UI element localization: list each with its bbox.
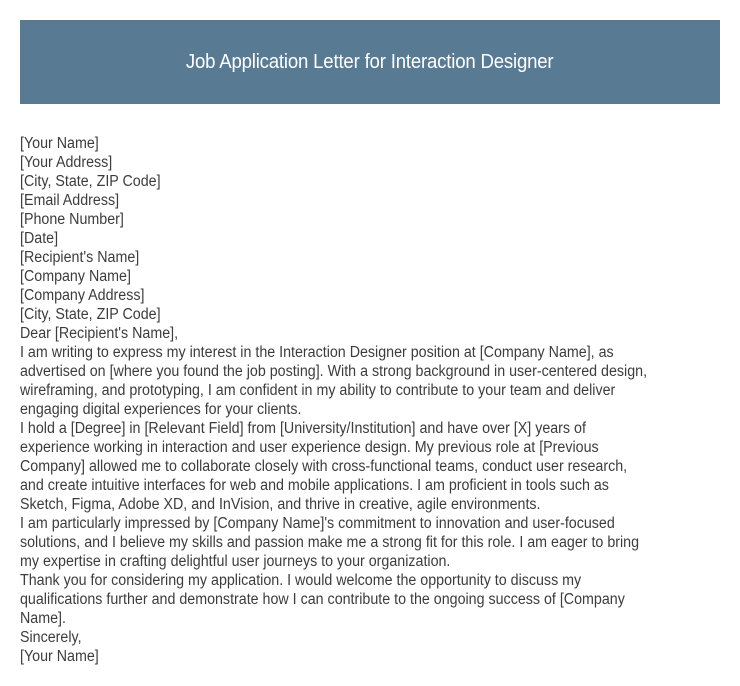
paragraph-line: solutions, and I believe my skills and passion make me a strong fit for this role. I am eager to bring xyxy=(20,534,640,551)
signature: [Your Name] xyxy=(20,648,99,665)
recipient-company: [Company Name] xyxy=(20,268,131,285)
recipient-block xyxy=(20,248,740,324)
paragraph-experience xyxy=(20,419,740,514)
closing: Sincerely, xyxy=(20,629,82,646)
paragraph-line: and create intuitive interfaces for web and mobile applications. I am proficient in tools such as xyxy=(20,477,609,494)
page-title: Job Application Letter for Interaction Designer xyxy=(186,50,554,73)
paragraph-line: I am writing to express my interest in the Interaction Designer position at [Company Name], as xyxy=(20,344,614,361)
recipient-city-state-zip: [City, State, ZIP Code] xyxy=(20,306,161,323)
sender-phone: [Phone Number] xyxy=(20,211,124,228)
paragraph-line: Company] allowed me to collaborate closely with cross-functional teams, conduct user research, xyxy=(20,458,628,475)
letter-body xyxy=(20,134,740,666)
paragraph-line: Sketch, Figma, Adobe XD, and InVision, and thrive in creative, agile environments. xyxy=(20,496,541,513)
page-header xyxy=(20,20,720,104)
paragraph-line: my expertise in crafting delightful user journeys to your organization. xyxy=(20,553,451,570)
sender-email: [Email Address] xyxy=(20,192,120,209)
sender-address: [Your Address] xyxy=(20,154,113,171)
sender-block xyxy=(20,134,740,248)
paragraph-line: I hold a [Degree] in [Relevant Field] from [University/Institution] and have over [X] years of xyxy=(20,420,586,437)
salutation: Dear [Recipient's Name], xyxy=(20,325,179,342)
paragraph-line: qualifications further and demonstrate how I can contribute to the ongoing success of [Company xyxy=(20,591,625,608)
recipient-name: [Recipient's Name] xyxy=(20,249,140,266)
paragraph-line: Name]. xyxy=(20,610,66,627)
paragraph-line: wireframing, and prototyping, I am confident in my ability to contribute to your team and deliver xyxy=(20,382,616,399)
paragraph-line: engaging digital experiences for your clients. xyxy=(20,401,302,418)
paragraph-line: I am particularly impressed by [Company Name]'s commitment to innovation and user-focused xyxy=(20,515,615,532)
paragraph-line: Thank you for considering my application. I would welcome the opportunity to discuss my xyxy=(20,572,582,589)
sender-name: [Your Name] xyxy=(20,135,99,152)
letter-date: [Date] xyxy=(20,230,59,247)
paragraph-line: experience working in interaction and user experience design. My previous role at [Previous xyxy=(20,439,599,456)
recipient-company-address: [Company Address] xyxy=(20,287,145,304)
paragraph-intro xyxy=(20,343,740,419)
sender-city-state-zip: [City, State, ZIP Code] xyxy=(20,173,161,190)
paragraph-interest xyxy=(20,514,740,571)
paragraph-closing xyxy=(20,571,740,628)
paragraph-line: advertised on [where you found the job posting]. With a strong background in user-centered design, xyxy=(20,363,648,380)
